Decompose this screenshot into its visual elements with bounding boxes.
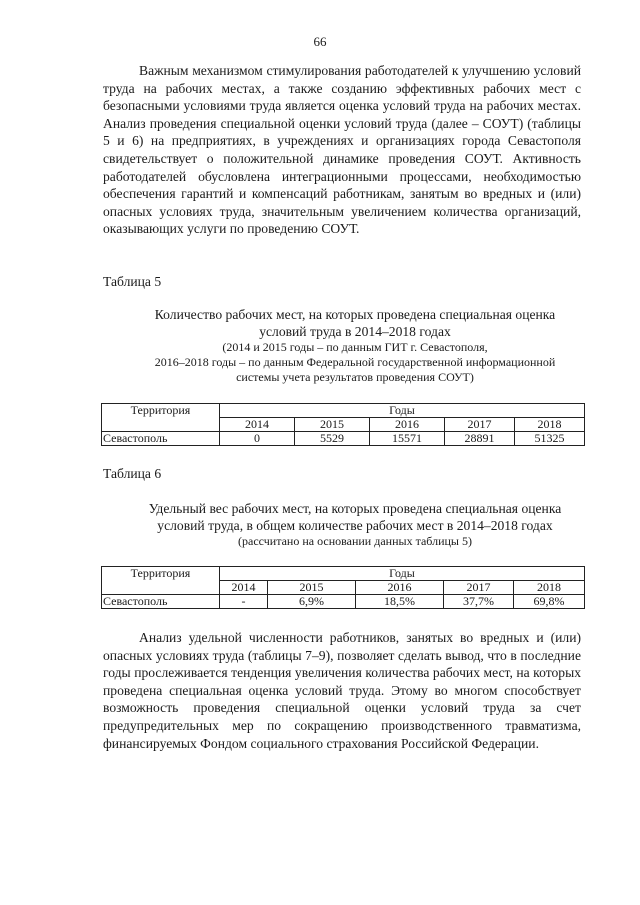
table5-year: 2016: [370, 418, 445, 432]
table5-cell: 5529: [295, 432, 370, 446]
table6: [101, 566, 585, 609]
table6-header-years: Годы: [220, 567, 585, 581]
table6-year: 2015: [268, 581, 356, 595]
table5-note-line2: 2016–2018 годы – по данным Федеральной государственной информационной: [154, 355, 556, 369]
table5-header-years: Годы: [220, 404, 585, 418]
table-header-row: [102, 567, 585, 581]
table6-cell: 6,9%: [268, 595, 356, 609]
table5-caption-line1: Количество рабочих мест, на которых проведена специальная оценка: [154, 307, 556, 322]
table-header-row: [102, 404, 585, 418]
table6-row-name: Севастополь: [102, 595, 220, 609]
table6-label: Таблица 6: [103, 466, 162, 481]
table5-caption: [120, 306, 590, 385]
table6-header-territory: Территория: [102, 567, 220, 595]
table-row: [102, 432, 585, 446]
intro-paragraph: Важным механизмом стимулирования работодателей к улучшению условий труда на рабочих местах, а также созданию эффективных рабочих мест с безопасными условиями труда является оценка условий труда на рабочих местах. Анализ проведения специальной оценки условий труда (далее – СОУТ) (таблицы 5 и 6) на предприятиях, в учреждениях и организациях города Севастополя свидетельствует о положительной динамике проведения СОУТ. Активность работодателей обусловлена интеграционными процессами, необходимостью обеспечения гарантий и компенсаций работникам, занятым во вредных и (или) опасных условиях труда, значительным увеличением количества организаций, оказывающих услуги по проведению СОУТ.: [103, 63, 581, 237]
table-row: [102, 595, 585, 609]
table5-cell: 0: [220, 432, 295, 446]
table5-row-name: Севастополь: [102, 432, 220, 446]
table6-caption-line1: Удельный вес рабочих мест, на которых проведена специальная оценка: [148, 501, 562, 516]
table5-note-line1: (2014 и 2015 годы – по данным ГИТ г. Севастополя,: [222, 340, 488, 354]
table6-caption: [120, 500, 590, 549]
table5-cell: 15571: [370, 432, 445, 446]
table5-year: 2014: [220, 418, 295, 432]
table5-cell: 51325: [515, 432, 585, 446]
table6-year: 2017: [444, 581, 514, 595]
table5-header-territory: Территория: [102, 404, 220, 432]
table6-caption-line2: условий труда, в общем количестве рабочих мест в 2014–2018 годах: [157, 518, 553, 533]
table6-year: 2016: [356, 581, 444, 595]
table5-caption-line2: условий труда в 2014–2018 годах: [259, 324, 451, 339]
table6-cell: -: [220, 595, 268, 609]
table6-year: 2014: [220, 581, 268, 595]
table5: [101, 403, 585, 446]
table5-cell: 28891: [445, 432, 515, 446]
table6-year: 2018: [514, 581, 585, 595]
analysis-paragraph: Анализ удельной численности работников, занятых во вредных и (или) опасных условиях труда (таблицы 7–9), позволяет сделать вывод, что в последние годы прослеживается тенденция увеличения количества рабочих мест, на которых проведена специальная оценка условий труда. Этому во многом способствует возможность проведения специальной оценки условий труда за счет предупредительных мер по сокращению производственного травматизма, финансируемых Фондом социального страхования Российской Федерации.: [103, 630, 581, 751]
table5-note-line3: системы учета результатов проведения СОУТ): [236, 370, 474, 384]
table5-label: Таблица 5: [103, 274, 162, 289]
table6-cell: 18,5%: [356, 595, 444, 609]
table5-year: 2015: [295, 418, 370, 432]
table6-cell: 37,7%: [444, 595, 514, 609]
table6-cell: 69,8%: [514, 595, 585, 609]
page-number: 66: [313, 34, 327, 49]
table6-note-line1: (рассчитано на основании данных таблицы 5): [238, 534, 472, 548]
table5-year: 2018: [515, 418, 585, 432]
table5-year: 2017: [445, 418, 515, 432]
